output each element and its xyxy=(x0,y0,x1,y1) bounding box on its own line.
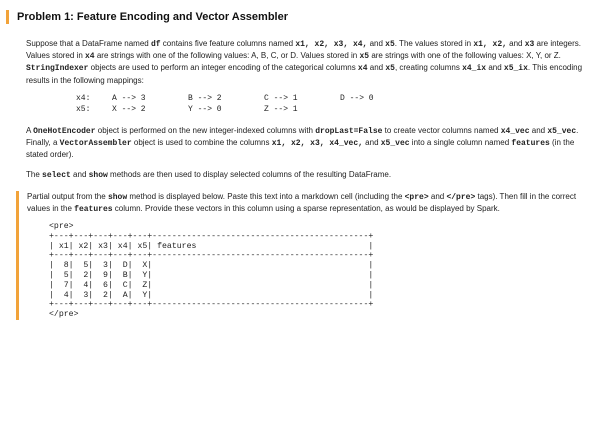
mapping-label: x4: xyxy=(76,93,91,103)
select-paragraph xyxy=(14,169,597,181)
instructions-paragraph xyxy=(27,191,591,215)
encoder-paragraph xyxy=(14,125,597,161)
text: are strings with one of the following values: A, B, C, or D. Values stored in xyxy=(94,51,360,61)
mapping-row-x4 xyxy=(76,93,597,104)
code-vectorassembler: VectorAssembler xyxy=(59,139,132,149)
text: column. Provide these vectors in this column using a sparse representation, as would be displayed by Spark. xyxy=(112,203,500,213)
text: The xyxy=(26,170,43,180)
text: Suppose that a DataFrame named xyxy=(26,39,151,48)
text: methods are then used to display selected columns of the resulting DataFrame. xyxy=(107,170,392,180)
text: and xyxy=(367,63,386,73)
code-select: select xyxy=(42,171,71,181)
text: and xyxy=(428,191,447,201)
text: object is used to combine the columns xyxy=(131,138,272,148)
text: and xyxy=(362,138,381,148)
code-x1-x2: x1, x2, xyxy=(473,40,507,49)
intro-paragraph xyxy=(14,38,597,86)
code-columns: x1, x2, x3, x4, xyxy=(295,40,368,49)
text: into a single column named xyxy=(409,138,512,148)
mapping-item: B --> 2 xyxy=(188,93,222,103)
text: contains five feature columns named xyxy=(160,39,296,48)
code-x5: x5 xyxy=(385,40,395,49)
text: and xyxy=(529,125,548,135)
code-droplast: dropLast=False xyxy=(315,126,383,136)
text: method is displayed below. Paste this text into a markdown cell (including the xyxy=(127,191,405,201)
code-x5-vec: x5_vec xyxy=(380,139,410,149)
text: to create vector columns named xyxy=(382,125,501,135)
code-x4-ix: x4_ix xyxy=(462,64,487,74)
code-x5: x5 xyxy=(359,52,370,62)
problem-title: Problem 1: Feature Encoding and Vector Assembler xyxy=(6,10,597,24)
code-show: show xyxy=(88,171,108,181)
code-stringindexer: StringIndexer xyxy=(26,64,89,74)
mapping-item: X --> 2 xyxy=(112,104,146,114)
code-x4: x4 xyxy=(357,64,368,74)
text: . This encoding results in the following mappings: xyxy=(26,63,583,85)
text: and xyxy=(70,170,89,180)
text: and xyxy=(486,63,504,73)
text: tags). Then fill in the correct values in the xyxy=(27,191,577,213)
code-x4-vec: x4_vec xyxy=(500,126,530,136)
code-pre-open: <pre> xyxy=(404,192,429,202)
code-x3: x3 xyxy=(524,40,535,49)
code-x4: x4 xyxy=(85,52,95,62)
mapping-item: Y --> 0 xyxy=(188,104,222,114)
text: are strings with one of the following values: X, Y, or Z. xyxy=(369,51,561,61)
mapping-row-x5 xyxy=(76,104,597,115)
text: and xyxy=(367,39,386,48)
text: objects are used to perform an integer encoding of the categorical columns xyxy=(88,63,358,73)
code-features: features xyxy=(511,139,550,149)
text: are integers. Values stored in xyxy=(26,39,582,61)
text: . The values stored in xyxy=(394,39,474,48)
mapping-item: A --> 3 xyxy=(112,93,146,103)
text: Partial output from the xyxy=(27,191,108,201)
mapping-item: D --> 0 xyxy=(340,93,374,103)
text: and xyxy=(506,39,525,48)
mapping-table xyxy=(76,93,597,115)
code-pre-close: </pre> xyxy=(446,192,476,202)
show-output-code-block: <pre> +---+---+---+---+---+--------------------------------------------+ | x1| x2| x3| x4| x5| features | +---+---+---+---+---+--------------------------------------------+ | 8| 5| 3| D| X| | | 5| 2| 9| B| Y| | | 7| 4| 6| C| Z| | | 4| 3| 2| A| Y| | +---+---+---+---+---+--------------------------------------------+ </pre> xyxy=(49,222,374,320)
instructions-callout xyxy=(16,191,597,320)
text: object is performed on the new integer-indexed columns with xyxy=(95,125,316,135)
mapping-item: Z --> 1 xyxy=(264,104,298,114)
code-df: df xyxy=(150,40,161,49)
text: A xyxy=(26,125,34,135)
code-x5-vec: x5_vec xyxy=(547,126,577,136)
mapping-label: x5: xyxy=(76,104,91,114)
code-x5-ix: x5_ix xyxy=(503,64,528,74)
mapping-item: C --> 1 xyxy=(264,93,298,103)
code-show: show xyxy=(107,192,128,202)
text: , creating columns xyxy=(394,63,463,73)
text: . Finally, a xyxy=(26,125,579,148)
code-columns: x1, x2, x3, x4_vec, xyxy=(271,139,363,149)
text: (in the stated order). xyxy=(26,138,575,160)
code-features: features xyxy=(74,204,113,214)
code-x5: x5 xyxy=(385,64,395,74)
code-onehotencoder: OneHotEncoder xyxy=(33,126,96,136)
